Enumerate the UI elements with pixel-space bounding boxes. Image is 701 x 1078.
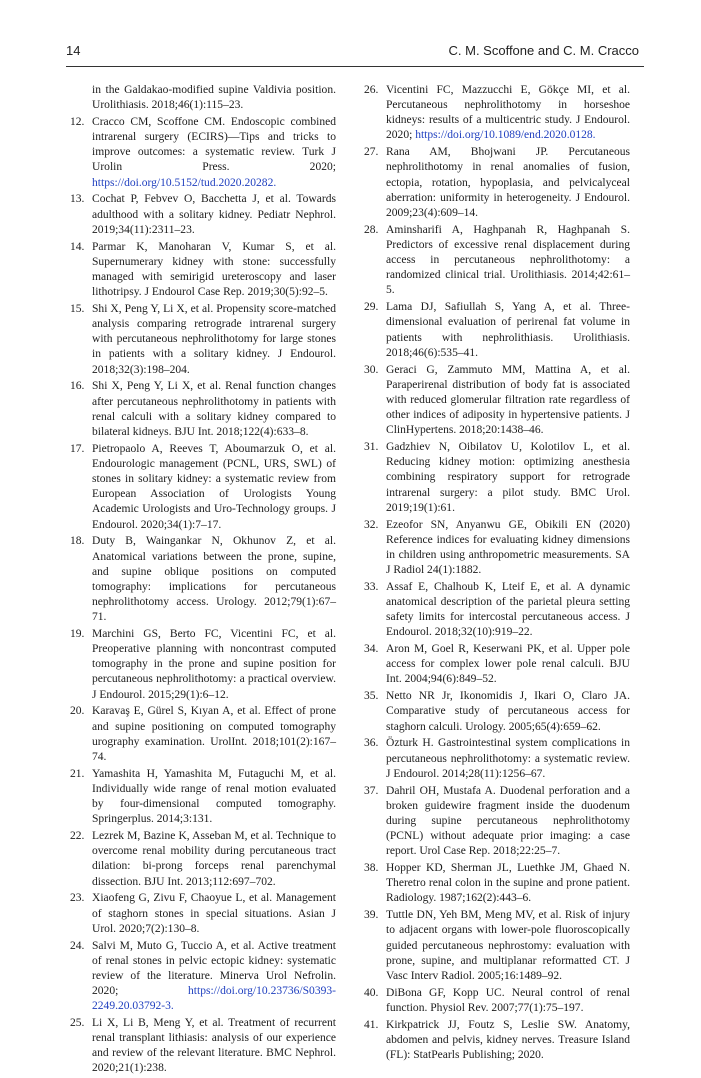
reference-text: Pietropaolo A, Reeves T, Aboumarzuk O, et al. Endourologic management (PCNL, URS, SWL) of stones in solitary kidney: a systematic review from European Association of Urologists Young Academic Urologists and Uro-Technology groups. J Endourol. 2020;34(1):7–17. xyxy=(92,442,336,531)
reference-item xyxy=(70,829,336,890)
reference-text: Ezeofor SN, Anyanwu GE, Obikili EN (2020) Reference indices for evaluating kidney dimensions in children using anthropometric measurements. SA J Radiol 24(1):1882. xyxy=(386,518,630,576)
reference-item xyxy=(364,784,630,860)
reference-text: Cochat P, Febvev O, Bacchetta J, et al. Towards adulthood with a solitary kidney. Pediatr Nephrol. 2019;34(11):2311–23. xyxy=(92,193,336,236)
reference-number: 36. xyxy=(364,737,379,750)
reference-text: Lezrek M, Bazine K, Asseban M, et al. Technique to overcome renal mobility during percutaneous tract dilation: bi-prong forceps renal parenchymal dissection. BJU Int. 2013;112:697–702. xyxy=(92,830,336,888)
reference-number: 32. xyxy=(364,518,379,531)
reference-number: 23. xyxy=(70,892,85,905)
reference-item xyxy=(70,939,336,1015)
reference-item xyxy=(364,440,630,516)
reference-number: 35. xyxy=(364,690,379,703)
reference-item xyxy=(70,302,336,378)
reference-number: 33. xyxy=(364,580,379,593)
doi-link[interactable]: https://doi.org/10.1089/end.2020.0128. xyxy=(415,129,596,142)
reference-text: Shi X, Peng Y, Li X, et al. Renal function changes after percutaneous nephrolithotomy in patients with renal calculi with a solitary kidney compared to bilateral kidneys. BJU Int. 2018;122(4):633–8. xyxy=(92,380,336,438)
reference-number: 24. xyxy=(70,939,85,952)
reference-text: Aminsharifi A, Haghpanah R, Haghpanah S. Predictors of excessive renal displacement during access in percutaneous nephrolithotomy: a randomized clinical trial. Urolithiasis. 2014;42:61–5. xyxy=(386,223,630,297)
reference-text: Hopper KD, Sherman JL, Luethke JM, Ghaed N. Theretro renal colon in the supine and prone patient. Radiology. 1987;162(2):443–6. xyxy=(386,862,630,905)
reference-item xyxy=(70,442,336,533)
reference-number: 25. xyxy=(70,1017,85,1029)
reference-number: 16. xyxy=(70,380,85,393)
reference-item xyxy=(70,83,336,113)
reference-text: Xiaofeng G, Zivu F, Chaoyue L, et al. Management of staghorn stones in special situations. Asian J Urol. 2020;7(2):130–8. xyxy=(92,892,336,935)
reference-text: Kirkpatrick JJ, Foutz S, Leslie SW. Anatomy, abdomen and pelvis, kidney nerves. Treasure Island (FL): StatPearls Publishing; 2020. xyxy=(386,1018,630,1061)
reference-number: 31. xyxy=(364,441,379,454)
reference-text: Parmar K, Manoharan V, Kumar S, et al. Supernumerary kidney with stone: successfully managed with semirigid ureteroscopy and laser lithotripsy. J Endourol Case Rep. 2019;30(5):92–5. xyxy=(92,240,336,299)
reference-number: 34. xyxy=(364,643,379,656)
reference-number: 18. xyxy=(70,535,85,548)
reference-item xyxy=(70,767,336,828)
reference-item xyxy=(364,145,630,221)
reference-item xyxy=(364,986,630,1016)
reference-item xyxy=(70,534,336,625)
reference-item xyxy=(364,642,630,687)
reference-item xyxy=(364,223,630,299)
reference-item xyxy=(364,83,630,144)
reference-number: 14. xyxy=(70,240,85,253)
reference-column-right xyxy=(364,83,630,1065)
reference-column-left xyxy=(70,83,336,1078)
running-head: C. M. Scoffone and C. M. Cracco xyxy=(448,43,639,58)
reference-item xyxy=(364,908,630,984)
reference-item xyxy=(364,363,630,439)
reference-number: 21. xyxy=(70,767,85,780)
reference-number: 20. xyxy=(70,705,85,718)
reference-item xyxy=(364,861,630,906)
reference-text: Geraci G, Zammuto MM, Mattina A, et al. Paraperirenal distribution of body fat is associated with reduced glomerular filtration rate regardless of other indices of adiposity in hypertensive patients. J ClinHypertens. 2018;20:1438–46. xyxy=(386,363,630,437)
reference-item xyxy=(70,115,336,191)
reference-text: Marchini GS, Berto FC, Vicentini FC, et al. Preoperative planning with noncontrast computed tomography in the prone and supine position for percutaneous nephrolithotomy: a practical overview. J Endourol. 2015;29(1):6–12. xyxy=(92,627,336,701)
reference-number: 13. xyxy=(70,193,85,206)
reference-item xyxy=(364,1018,630,1063)
reference-number: 40. xyxy=(364,986,379,999)
reference-item xyxy=(364,736,630,781)
reference-number: 15. xyxy=(70,302,85,315)
reference-number: 12. xyxy=(70,116,85,128)
reference-text: Yamashita H, Yamashita M, Futaguchi M, et al. Individually wide range of renal motion evaluated by four-dimensional computed tomography. Springerplus. 2014;3:131. xyxy=(92,767,336,826)
reference-text: Lama DJ, Safiullah S, Yang A, et al. Three-dimensional evaluation of perirenal fat volume in patients with nephrolithiasis. Urolithiasis. 2018;46(6):535–41. xyxy=(386,301,630,359)
reference-item xyxy=(70,192,336,237)
reference-number: 37. xyxy=(364,784,379,797)
reference-text: Cracco CM, Scoffone CM. Endoscopic combined intrarenal surgery (ECIRS)—Tips and tricks to improve outcomes: a systematic review. Turk J Urolin Press. 2020; xyxy=(92,116,336,174)
reference-item xyxy=(364,518,630,579)
reference-text: Gadzhiev N, Oibilatov U, Kolotilov L, et al. Reducing kidney motion: optimizing anesthesia combining respiratory support for retrograde intrarenal surgery: a pilot study. BMC Urol. 2019;19(1):61. xyxy=(386,441,630,514)
page-number: 14 xyxy=(66,43,81,58)
reference-number: 30. xyxy=(364,363,379,376)
reference-number: 38. xyxy=(364,862,379,875)
reference-text: Dahril OH, Mustafa A. Duodenal perforation and a broken guidewire fragment inside the duodenum during supine percutaneous nephrolithotomy (PCNL) without adequate prior imaging: a case report. Urol Case Rep. 2018;22:25–7. xyxy=(386,784,630,858)
reference-item xyxy=(364,580,630,641)
reference-text: Tuttle DN, Yeh BM, Meng MV, et al. Risk of injury to adjacent organs with lower-pole fluoroscopically guided percutaneous nephrostomy: evaluation with prone, supine, and multiplanar reformatted CT. J Vasc Interv Radiol. 2005;16:1489–92. xyxy=(386,909,630,982)
reference-number: 22. xyxy=(70,830,85,843)
reference-text: Rana AM, Bhojwani JP. Percutaneous nephrolithotomy in renal anomalies of fusion, ectopia, rotation, hypoplasia, and pelvicalyceal aberration: uniformity in heterogeneity. J Endourol. 2009;23(4):609–14. xyxy=(386,146,630,219)
doi-link[interactable]: https://doi.org/10.23736/S0393-2249.20.03792-3. xyxy=(92,985,336,1013)
reference-text: Assaf E, Chalhoub K, Lteif E, et al. A dynamic anatomical description of the parietal pleura setting safety limits for intercostal percutaneous access. J Endourol. 2018;32(10):919–22. xyxy=(386,580,630,639)
reference-item xyxy=(70,379,336,440)
reference-item xyxy=(70,240,336,301)
reference-number: 41. xyxy=(364,1018,379,1031)
reference-item xyxy=(364,300,630,361)
reference-number: 19. xyxy=(70,627,85,640)
reference-text: Vicentini FC, Mazzucchi E, Gökçe MI, et al. Percutaneous nephrolithotomy in horseshoe kidneys: results of a multicentric study. J Endourol. 2020; xyxy=(386,84,630,142)
reference-text: Li X, Li B, Meng Y, et al. Treatment of recurrent renal transplant lithiasis: analysis of our experience and review of the relevant literature. BMC Nephrol. 2020;21(1):238. xyxy=(92,1017,336,1075)
reference-text: Salvi M, Muto G, Tuccio A, et al. Active treatment of renal stones in pelvic ectopic kidney: systematic review of the literature. Minerva Urol Nefrolin. 2020; xyxy=(92,939,336,997)
reference-text: Shi X, Peng Y, Li X, et al. Propensity score-matched analysis comparing retrograde intrarenal surgery with percutaneous nephrolithotomy for large stones in patients with a solitary kidney. J Endourol. 2018;32(3):198–204. xyxy=(92,302,336,376)
reference-item xyxy=(70,627,336,703)
reference-item xyxy=(364,689,630,734)
reference-text: Duty B, Waingankar N, Okhunov Z, et al. Anatomical variations between the prone, supine, and supine oblique positions on computed tomography: implications for percutaneous nephrolithotomy access. Urology. 2012;79(1):67–71. xyxy=(92,535,336,624)
reference-number: 29. xyxy=(364,301,379,314)
reference-number: 27. xyxy=(364,146,379,159)
reference-text: in the Galdakao-modified supine Valdivia position. Urolithiasis. 2018;46(1):115–23. xyxy=(92,84,336,112)
reference-text: Aron M, Goel R, Keserwani PK, et al. Upper pole access for complex lower pole renal calculi. BJU Int. 2004;94(6):849–52. xyxy=(386,643,630,686)
reference-item xyxy=(70,891,336,936)
reference-number: 28. xyxy=(364,223,379,236)
reference-number: 26. xyxy=(364,84,379,96)
header-rule xyxy=(66,66,644,67)
reference-item xyxy=(70,1016,336,1077)
reference-text: DiBona GF, Kopp UC. Neural control of renal function. Physiol Rev. 2007;77(1):75–197. xyxy=(386,986,630,1014)
reference-text: Netto NR Jr, Ikonomidis J, Ikari O, Claro JA. Comparative study of percutaneous access for staghorn calculi. Urology. 2005;65(4):659–62. xyxy=(386,690,630,733)
reference-text: Özturk H. Gastrointestinal system complications in percutaneous nephrolithotomy: a systematic review. J Endourol. 2014;28(11):1256–67. xyxy=(386,737,630,780)
reference-number: 17. xyxy=(70,442,85,455)
doi-link[interactable]: https://doi.org/10.5152/tud.2020.20282. xyxy=(92,176,277,189)
reference-number: 39. xyxy=(364,909,379,922)
reference-item xyxy=(70,704,336,765)
reference-text: Karavaş E, Gürel S, Kıyan A, et al. Effect of prone and supine positioning on computed tomography urography examination. UrolInt. 2018;101(2):167–74. xyxy=(92,705,336,763)
